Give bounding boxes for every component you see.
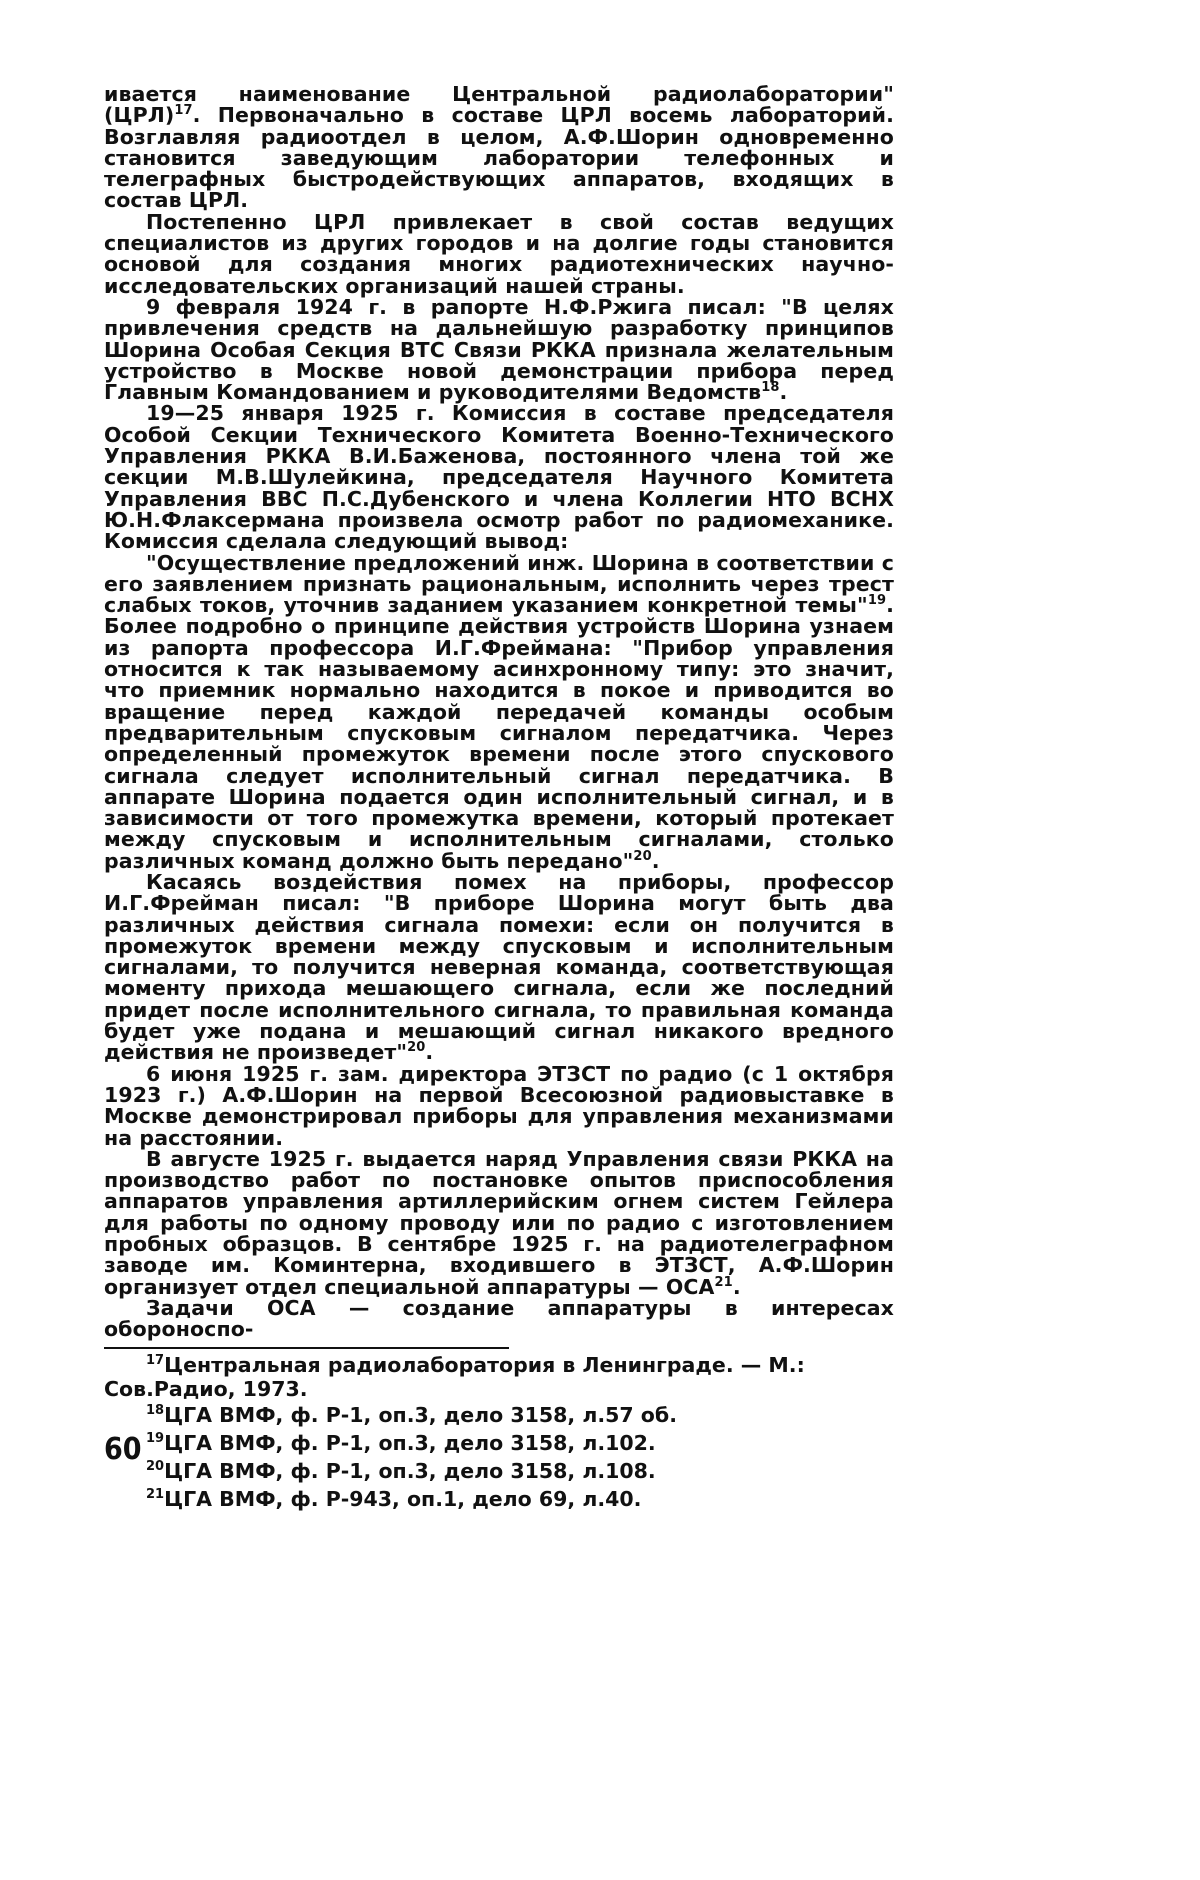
footnote	[104, 1485, 894, 1513]
body-text	[104, 84, 894, 1341]
paragraph-text: 9 февраля 1924 г. в рапорте Н.Ф.Ржига писал: "В целях привлечения средств на дальнейшую разработку принципов Шорина Особая Секция ВТС Связи РККА признала желательным устройство в Москве новой демонстрации прибора перед Главным Командованием и руководителями Ведомств	[104, 294, 894, 405]
paragraph-text: "Осуществление предложений инж. Шорина в соответствии с его заявлением признать рациональным, исполнить через трест слабых токов, уточнив заданием указанием конкретной темы"	[104, 550, 894, 618]
footnote-reference: 17	[174, 103, 193, 119]
paragraph-text: 19—25 января 1925 г. Комиссия в составе председателя Особой Секции Технического Комитета Военно-Технического Управления РККА В.И.Баженова, постоянного члена той же секции М.В.Шулейкина, председателя Научного Комитета Управления ВВС П.С.Дубенского и члена Коллегии НТО ВСНХ Ю.Н.Флаксермана произвела осмотр работ по радиомеханике. Комиссия сделала следующий вывод:	[104, 401, 894, 554]
paragraph-text: . Более подробно о принципе действия устройств Шорина узнаем из рапорта профессора И.Г.Фреймана: "Прибор управления относится к так называемому асинхронному типу: это значит, что приемник нормально находится в покое и приводится во вращение перед каждой передачей команды особым предварительным спусковым сигналом передатчика. Через определенный промежуток времени после этого спускового сигнала следует исполнительный сигнал передатчика. В аппарате Шорина подается один исполнительный сигнал, и в зависимости от того промежутка времени, который протекает между спусковым и исполнительным сигналами, столько различных команд должно быть передано"	[104, 593, 894, 873]
footnote-reference: 21	[714, 1274, 733, 1290]
footnote-reference: 20	[407, 1040, 426, 1056]
paragraph	[104, 869, 894, 1065]
footnote	[104, 1457, 894, 1485]
footnote-reference: 18	[761, 380, 780, 396]
footnote	[104, 1429, 894, 1457]
footnote	[104, 1353, 894, 1401]
paragraph-text: .	[779, 380, 788, 405]
footnote-reference: 19	[867, 593, 887, 609]
paragraph	[104, 209, 894, 298]
footnote-text: ЦГА ВМФ, ф. Р-1, оп.3, дело 3158, л.102.	[164, 1430, 656, 1455]
paragraph	[104, 1146, 894, 1299]
footnote-number: 21	[146, 1486, 165, 1502]
paragraph-text: Задачи ОСА — создание аппаратуры в интересах обороноспо-	[104, 1295, 894, 1342]
page-number: 60	[104, 1432, 142, 1467]
footnote-separator	[104, 1347, 509, 1349]
paragraph-text: ивается наименование Центральной радиолаборатории" (ЦРЛ)	[104, 82, 894, 128]
footnote-reference: 20	[633, 848, 652, 864]
paragraph-text: .	[732, 1274, 741, 1299]
footnotes	[104, 1353, 894, 1513]
paragraph	[104, 1061, 894, 1150]
paragraph-text: .	[425, 1040, 434, 1065]
footnote-text: ЦГА ВМФ, ф. Р-1, оп.3, дело 3158, л.57 об.	[164, 1402, 677, 1427]
paragraph-text: В августе 1925 г. выдается наряд Управления связи РККА на производство работ по постановке опытов приспособления аппаратов управления артиллерийским огнем систем Гейлера для работы по одному проводу или по радио с изготовлением пробных образцов. В сентябре 1925 г. на радиотелеграфном заводе им. Коминтерна, входившего в ЭТЗСТ, А.Ф.Шорин организует отдел специальной аппаратуры — ОСА	[104, 1146, 894, 1299]
paragraph-text: .	[651, 848, 660, 873]
paragraph	[104, 1295, 894, 1342]
paragraph-text: . Первоначально в составе ЦРЛ восемь лабораторий. Возглавляя радиоотдел в целом, А.Ф.Шорин одновременно становится заведующим лаборатории телефонных и телеграфных быстродействующих аппаратов, входящих в состав ЦРЛ.	[104, 103, 894, 213]
paragraph	[104, 84, 894, 212]
footnote	[104, 1401, 894, 1429]
paragraph-text: 6 июня 1925 г. зам. директора ЭТЗСТ по радио (с 1 октября 1923 г.) А.Ф.Шорин на первой Всесоюзной радиовыставке в Москве демонстрировал приборы для управления механизмами на расстоянии.	[104, 1061, 894, 1150]
footnote-text: ЦГА ВМФ, ф. Р-943, оп.1, дело 69, л.40.	[164, 1486, 642, 1511]
paragraph-text: Постепенно ЦРЛ привлекает в свой состав ведущих специалистов из других городов и на долгие годы становится основой для создания многих радиотехнических научно-исследовательских организаций нашей страны.	[104, 209, 894, 298]
footnote-number: 17	[146, 1352, 165, 1368]
paragraph	[104, 294, 894, 405]
footnote-text: ЦГА ВМФ, ф. Р-1, оп.3, дело 3158, л.108.	[164, 1458, 656, 1483]
footnote-number: 20	[146, 1458, 165, 1474]
page-content	[104, 84, 894, 1513]
paragraph-text: Касаясь воздействия помех на приборы, профессор И.Г.Фрейман писал: "В приборе Шорина могут быть два различных действия сигнала помехи: если он получится в промежуток времени между спусковым и исполнительным сигналами, то получится неверная команда, соответствующая моменту прихода мешающего сигнала, если же последний придет после исполнительного сигнала, то правильная команда будет уже подана и мешающий сигнал никакого вредного действия не произведет"	[104, 869, 894, 1065]
paragraph	[104, 550, 894, 873]
footnote-number: 18	[146, 1402, 165, 1418]
footnote-text: Центральная радиолаборатория в Ленинграде. — М.: Сов.Радио, 1973.	[104, 1352, 805, 1401]
footnote-number: 19	[146, 1430, 165, 1446]
paragraph	[104, 403, 894, 552]
